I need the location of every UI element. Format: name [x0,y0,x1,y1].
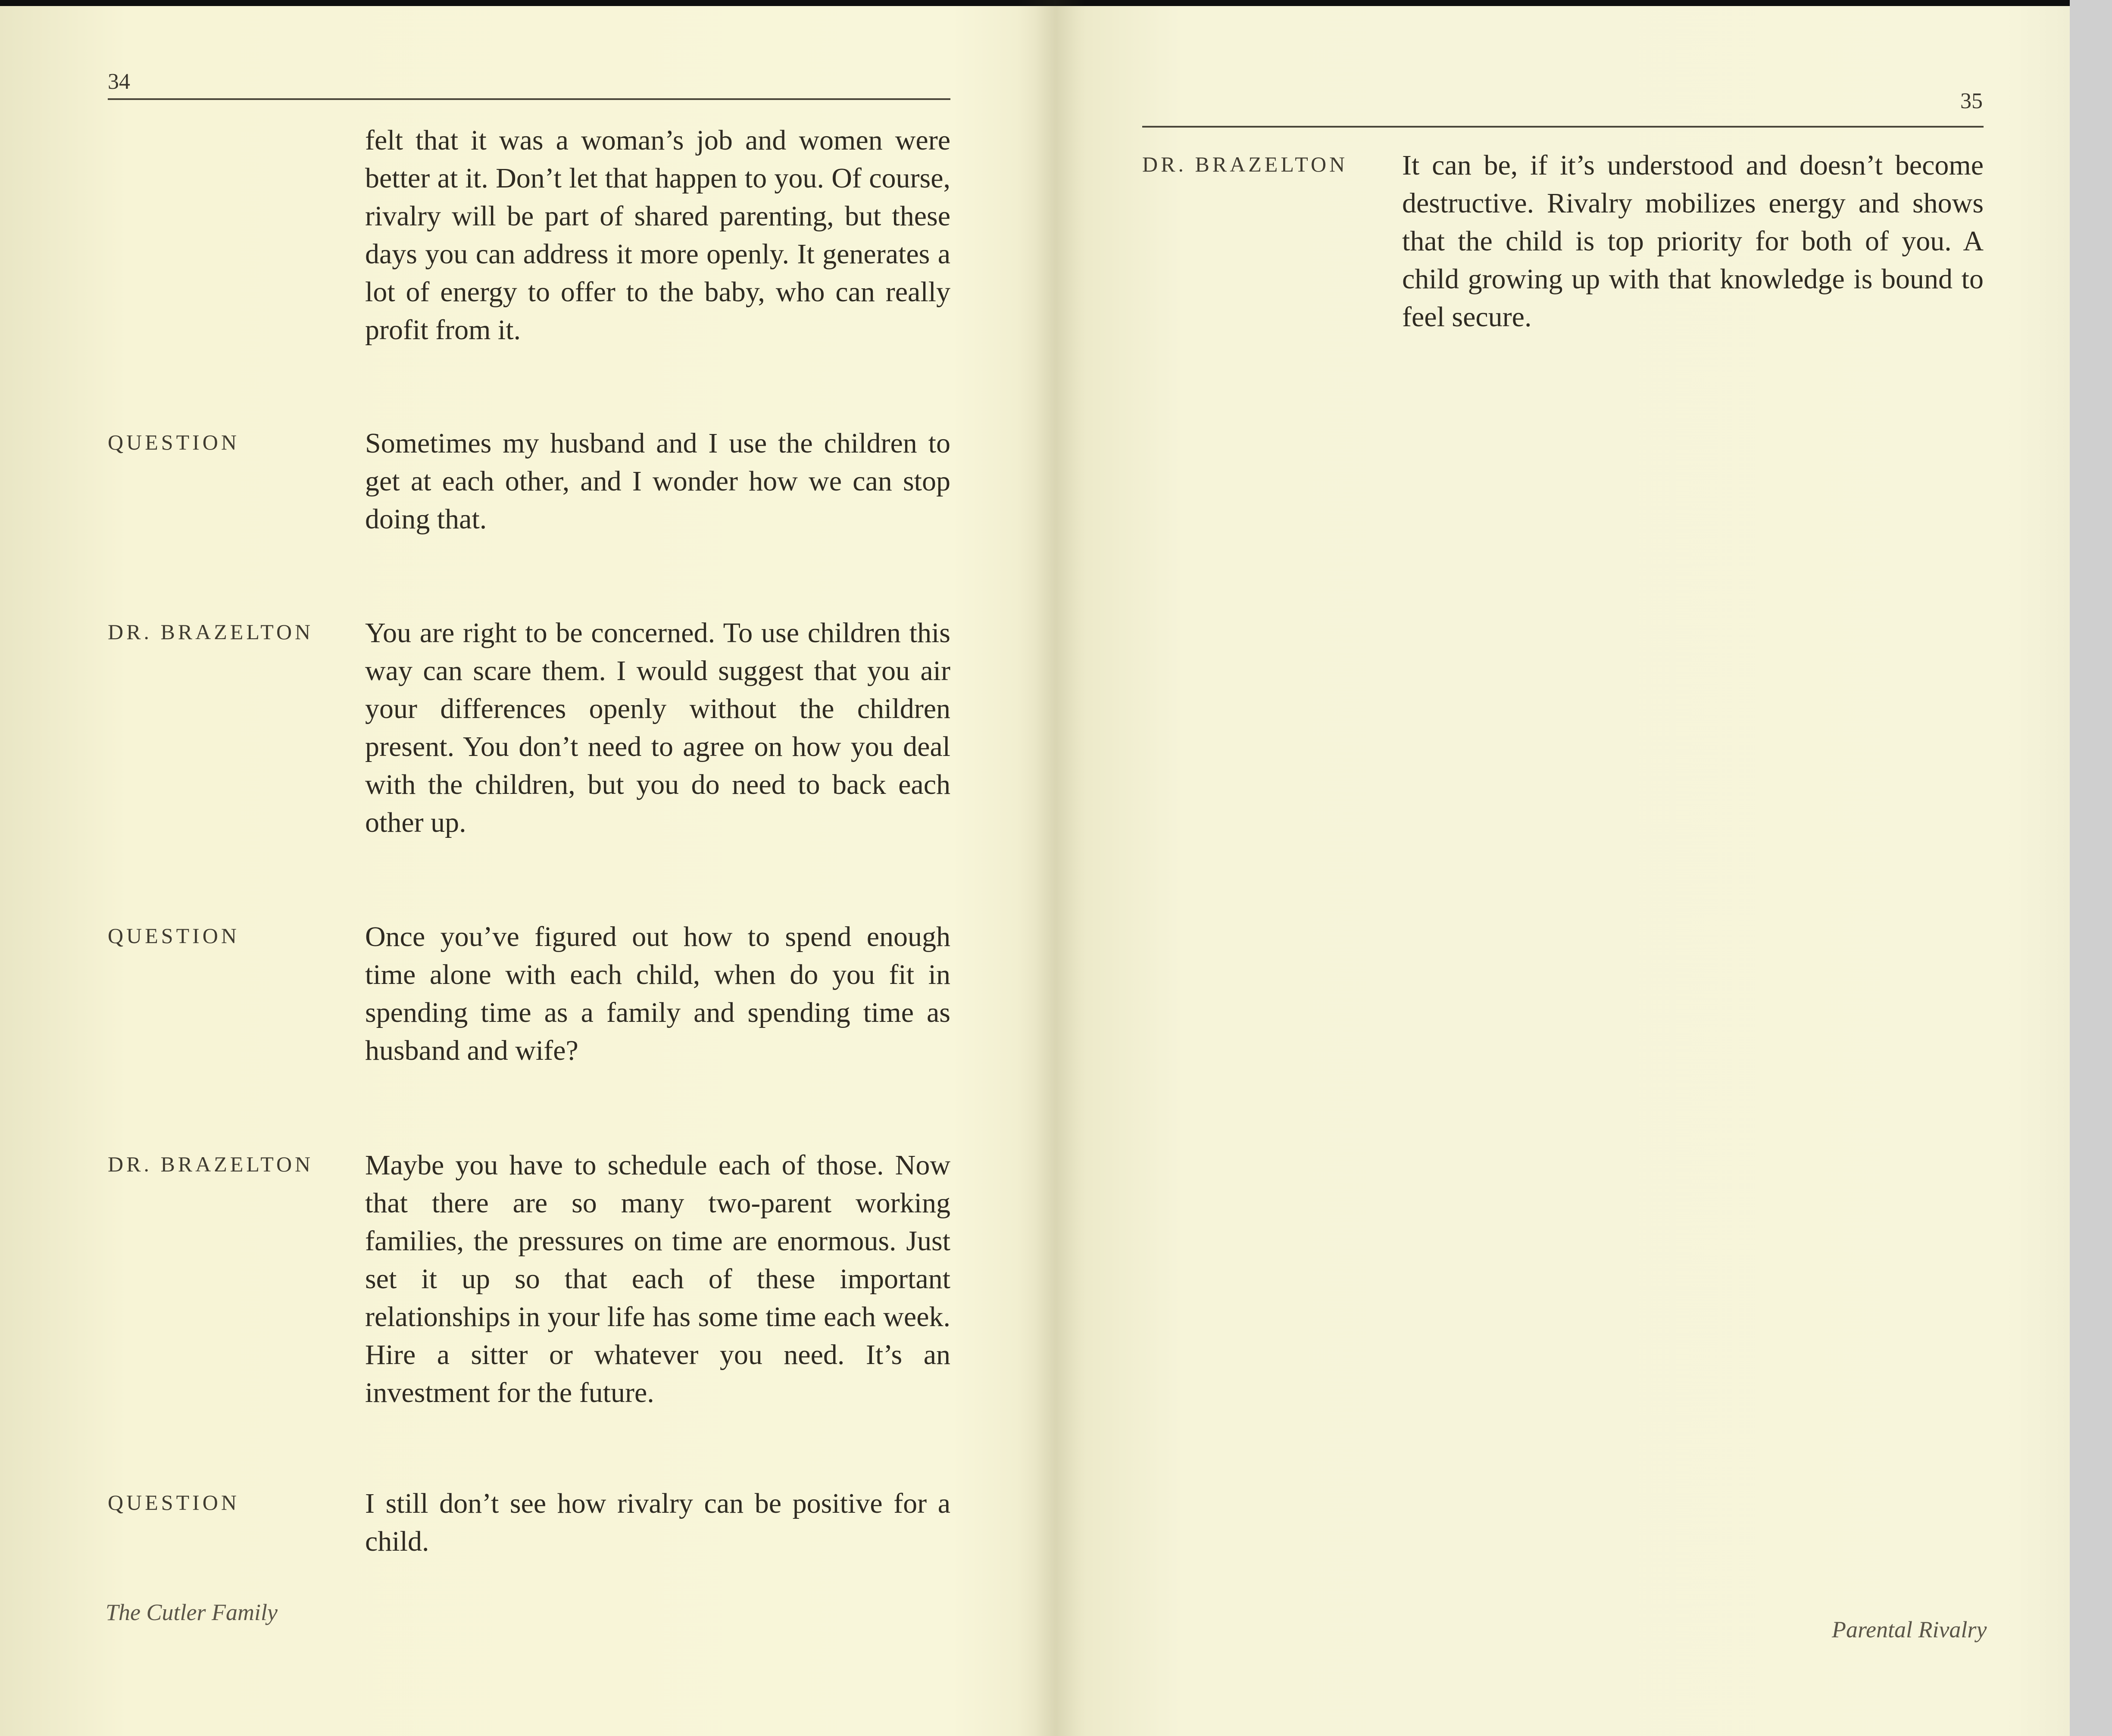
page-number-right: 35 [1960,89,1983,113]
speaker-label: DR. BRAZELTON [108,620,314,644]
running-footer-left: The Cutler Family [106,1599,278,1625]
continued-paragraph: felt that it was a woman’s job and women were better at it. Don’t let that happen to you. Of course, rivalry will be part of shared parenting, but these days you can address it more openly. It generates a lot of energy to offer to the baby, who can really profit from it. [365,125,950,346]
speaker-label: QUESTION [108,1490,240,1514]
speaker-label: DR. BRAZELTON [108,1152,314,1176]
speaker-label: DR. BRAZELTON [1142,152,1348,176]
right-page [1043,0,2070,1736]
dialogue-text: Sometimes my husband and I use the children to get at each other, and I wonder how we can stop doing that. [365,428,950,535]
header-rule-left [108,98,950,100]
header-rule-right [1142,126,1984,128]
speaker-label: QUESTION [108,430,240,454]
dialogue-text: Maybe you have to schedule each of those. Now that there are so many two-parent working families, the pressures on time are enormous. Just set it up so that each of these important relationships in your life has some time each week. Hire a sitter or whatever you need. It’s an investment for the future. [365,1149,950,1408]
running-footer-right: Parental Rivalry [1832,1617,1987,1642]
speaker-label: QUESTION [108,924,240,948]
dialogue-text: I still don’t see how rivalry can be positive for a child. [365,1488,950,1557]
left-page [0,0,1034,1736]
scan-right-edge [2070,0,2112,1736]
dialogue-text: You are right to be concerned. To use children this way can scare them. I would suggest that you air your differences openly without the children present. You don’t need to agree on how you deal with the children, but you do need to back each other up. [365,617,950,838]
dialogue-text: It can be, if it’s understood and doesn’t become destructive. Rivalry mobilizes energy and shows that the child is top priority for both of you. A child growing up with that knowledge is bound to feel secure. [1402,150,1984,333]
page-number-left: 34 [108,69,130,94]
dialogue-text: Once you’ve figured out how to spend enough time alone with each child, when do you fit in spending time as a family and spending time as husband and wife? [365,921,950,1066]
